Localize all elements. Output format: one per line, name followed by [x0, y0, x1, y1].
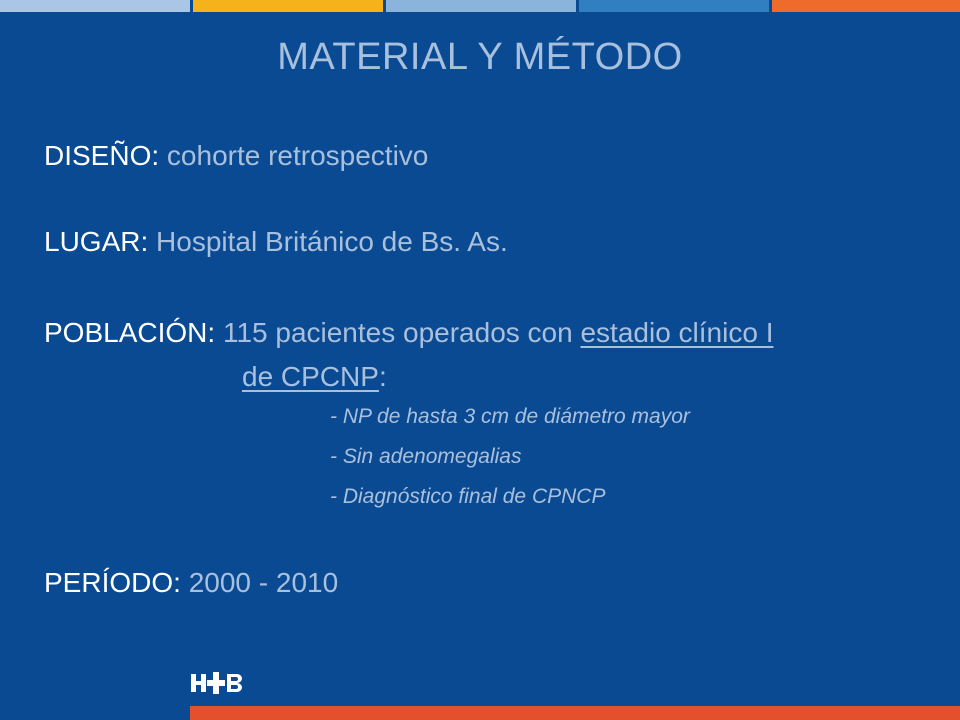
population-colon: : — [378, 361, 387, 392]
slide-title: MATERIAL Y MÉTODO — [277, 36, 683, 78]
period-label: PERÍODO: — [44, 567, 181, 598]
top-bar-segment-pale-blue — [386, 0, 576, 12]
place-label: LUGAR: — [44, 226, 149, 257]
place-value: Hospital Británico de Bs. As. — [148, 226, 508, 257]
population-cpcnp-text: de CPCNP — [242, 361, 379, 392]
top-accent-bar — [0, 0, 960, 12]
population-value: 115 pacientes operados con — [215, 317, 581, 348]
population-line-2 — [242, 361, 387, 393]
criterion-item: - Sin adenomegalias — [330, 445, 522, 468]
design-line — [44, 140, 428, 172]
design-value: cohorte retrospectivo — [159, 140, 429, 171]
population-stage-text: estadio clínico I — [580, 317, 774, 348]
population-line — [44, 317, 773, 349]
top-bar-segment-yellow — [193, 0, 383, 12]
top-bar-segment-blue — [579, 0, 769, 12]
criterion-item: - NP de hasta 3 cm de diámetro mayor — [330, 405, 690, 428]
design-label: DISEÑO: — [44, 140, 160, 171]
criterion-item: - Diagnóstico final de CPNCP — [330, 485, 606, 508]
bottom-accent-bar — [190, 706, 960, 720]
place-line — [44, 226, 508, 258]
top-bar-segment-orange — [772, 0, 960, 12]
period-value: 2000 - 2010 — [180, 567, 339, 598]
hospital-logo — [189, 666, 247, 700]
population-label: POBLACIÓN: — [44, 317, 216, 348]
top-bar-segment-light-blue — [0, 0, 190, 12]
period-line — [44, 567, 338, 599]
